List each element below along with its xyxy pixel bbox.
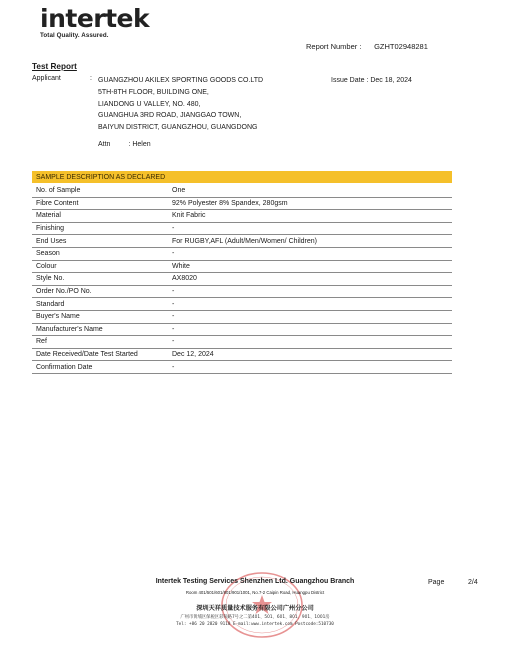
row-value: 92% Polyester 8% Spandex, 280gsm (168, 197, 452, 210)
row-value: Dec 12, 2024 (168, 348, 452, 361)
row-value: - (168, 298, 452, 311)
row-value: - (168, 361, 452, 374)
attn-value: : Helen (128, 141, 151, 148)
row-label: Colour (32, 260, 168, 273)
table-row (32, 310, 452, 323)
row-label: End Uses (32, 235, 168, 248)
row-label: No. of Sample (32, 185, 168, 197)
report-number-label: Report Number : (306, 42, 362, 51)
sample-section-header (32, 171, 452, 183)
footer-company-name: Intertek Testing Services Shenzhen Ltd. Guangzhou Branch (155, 578, 355, 585)
row-value: - (168, 336, 452, 349)
sample-description-table (32, 171, 452, 374)
logo-wordmark: intertek (40, 4, 150, 33)
row-value: - (168, 310, 452, 323)
applicant-line: GUANGZHOU AKILEX SPORTING GOODS CO.LTD (98, 77, 264, 84)
table-row (32, 222, 452, 235)
applicant-line: GUANGHUA 3RD ROAD, JIANGGAO TOWN, (98, 112, 242, 120)
logo-tagline: Total Quality. Assured. (40, 32, 109, 39)
row-label: Fibre Content (32, 197, 168, 210)
page-label: Page (428, 579, 445, 586)
applicant-colon: : (90, 75, 92, 82)
issue-date-label: Issue Date : (331, 77, 369, 84)
issue-date-value: Dec 18, 2024 (370, 77, 412, 84)
footer-address: Room 401/501/601/801/901/1001, No.7-2 Caipin Road, Huangpu District (185, 590, 325, 595)
row-value: - (168, 285, 452, 298)
footer-company-name-cn: 深圳天祥质量技术服务有限公司广州分公司 (196, 605, 314, 612)
report-number-value: GZHT02948281 (374, 42, 428, 51)
table-row (32, 247, 452, 260)
row-value: - (168, 222, 452, 235)
attn (98, 141, 151, 148)
applicant-label: Applicant (32, 75, 61, 82)
table-row (32, 348, 452, 361)
footer-address-cn: 广州市黄埔区保税区彩频路7号之二第401、501、601、801、901、1001房 (180, 615, 330, 620)
table-row (32, 336, 452, 349)
row-value: - (168, 247, 452, 260)
row-label: Buyer's Name (32, 310, 168, 323)
applicant-line: 5TH-8TH FLOOR, BUILDING ONE, (98, 88, 209, 96)
applicant-line: BAIYUN DISTRICT, GUANGZHOU, GUANGDONG (98, 124, 258, 132)
row-label: Ref (32, 336, 168, 349)
row-label: Season (32, 247, 168, 260)
row-value: One (168, 185, 452, 197)
row-label: Material (32, 210, 168, 223)
row-label: Standard (32, 298, 168, 311)
row-value: Knit Fabric (168, 210, 452, 223)
table-row (32, 323, 452, 336)
table-row (32, 235, 452, 248)
table-row (32, 260, 452, 273)
applicant-line: LIANDONG U VALLEY, NO. 480, (98, 100, 201, 108)
applicant-address (98, 75, 263, 134)
table-row (32, 210, 452, 223)
report-number (306, 42, 428, 51)
row-label: Order No./PO No. (32, 285, 168, 298)
table-row (32, 273, 452, 286)
table-row (32, 197, 452, 210)
table-row (32, 361, 452, 374)
attn-label: Attn (98, 141, 111, 148)
page-number: 2/4 (468, 579, 478, 586)
page-title: Test Report (32, 62, 77, 71)
sample-section-heading: SAMPLE DESCRIPTION AS DECLARED (32, 171, 452, 183)
row-value: - (168, 323, 452, 336)
intertek-logo (40, 4, 150, 44)
row-value: White (168, 260, 452, 273)
table-row (32, 185, 452, 197)
row-label: Date Received/Date Test Started (32, 348, 168, 361)
table-row (32, 298, 452, 311)
row-label: Finishing (32, 222, 168, 235)
issue-date (331, 77, 412, 84)
row-label: Style No. (32, 273, 168, 286)
footer-contact: Tel: +86 20 2820 9118 E-mail:www.intertek.com Postcode:510730 (176, 622, 334, 627)
row-label: Confirmation Date (32, 361, 168, 374)
row-label: Manufacturer's Name (32, 323, 168, 336)
row-value: AX8020 (168, 273, 452, 286)
table-row (32, 285, 452, 298)
row-value: For RUGBY,AFL (Adult/Men/Women/ Children) (168, 235, 452, 248)
